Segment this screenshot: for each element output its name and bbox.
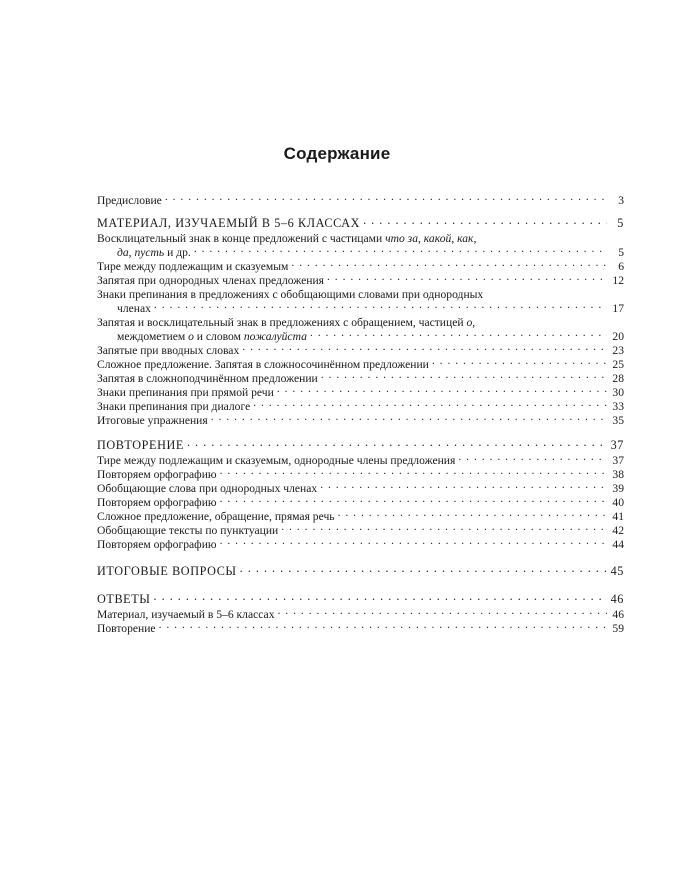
dot-leader — [187, 437, 607, 447]
toc-page: 40 — [612, 496, 624, 509]
toc-page: 46 — [612, 608, 624, 621]
dot-leader — [194, 244, 607, 254]
dot-leader — [220, 466, 607, 476]
dot-leader — [432, 356, 607, 366]
dot-leader — [211, 412, 607, 422]
toc-page: 59 — [612, 622, 624, 635]
toc-page: 33 — [612, 400, 624, 413]
toc-label: Материал, изучаемый в 5–6 классах — [97, 608, 275, 621]
dot-leader — [277, 384, 607, 394]
toc-label: Сложное предложение, обращение, прямая речь — [97, 510, 335, 523]
toc-page: 45 — [610, 564, 624, 578]
toc-entry[interactable] — [97, 622, 624, 636]
toc-label: Повторяем орфографию — [97, 468, 217, 481]
toc-label: Запятая при однородных членах предложения — [97, 274, 324, 287]
toc-label: Сложное предложение. Запятая в сложносочинённом предложении — [97, 358, 429, 371]
toc-label: Запятые при вводных словах — [97, 344, 240, 357]
toc-page: 6 — [618, 260, 624, 273]
dot-leader — [291, 258, 607, 268]
toc-section-material[interactable] — [97, 216, 624, 232]
dot-leader — [154, 591, 608, 601]
toc-page: 17 — [612, 302, 624, 315]
toc-entry-generalizing-line2[interactable]: членах . . . 17 — [97, 302, 624, 316]
dot-leader — [220, 494, 607, 504]
page-title: Содержание — [283, 144, 391, 163]
dot-leader — [159, 620, 607, 630]
toc-label: Повторяем орфографию — [97, 496, 217, 509]
table-of-contents — [97, 194, 624, 636]
toc-entry[interactable] — [97, 414, 624, 428]
dot-leader — [327, 272, 607, 282]
toc-page: 20 — [612, 330, 624, 343]
toc-section-label: ИТОГОВЫЕ ВОПРОСЫ — [97, 564, 237, 578]
toc-page: 42 — [612, 524, 624, 537]
toc-page: 46 — [610, 592, 624, 606]
toc-entry-preface[interactable] — [97, 194, 624, 208]
toc-page: 23 — [612, 344, 624, 357]
toc-page: 28 — [612, 372, 624, 385]
toc-page: 5 — [617, 216, 624, 230]
dot-leader — [458, 452, 607, 462]
toc-page: 37 — [610, 438, 624, 452]
toc-label: Обобщающие тексты по пунктуации — [97, 524, 279, 537]
toc-label: Обобщающие слова при однородных членах — [97, 482, 318, 495]
dot-leader — [165, 192, 607, 202]
toc-label: Знаки препинания при диалоге — [97, 400, 251, 413]
toc-page: 41 — [612, 510, 624, 523]
dot-leader — [363, 215, 607, 225]
toc-entry[interactable] — [97, 274, 624, 288]
toc-label: Запятая в сложноподчинённом предложении — [97, 372, 318, 385]
toc-entry-address-line1[interactable]: Запятая и восклицательный знак в предложениях с обращением, частицей о, — [97, 316, 476, 329]
toc-label: Тире между подлежащим и сказуемым, однородные члены предложения — [97, 454, 456, 467]
toc-page: 30 — [612, 386, 624, 399]
toc-label: Знаки препинания при прямой речи — [97, 386, 274, 399]
toc-entry-address-line2[interactable]: междометием о и словом пожалуйста . . . 20 — [97, 330, 624, 344]
dot-leader — [253, 398, 607, 408]
toc-page: 12 — [612, 274, 624, 287]
dot-leader — [278, 606, 608, 616]
toc-entry-exclamation-line1[interactable]: Восклицательный знак в конце предложений с частицами что за, какой, как, — [97, 232, 477, 245]
toc-page: 5 — [618, 246, 624, 259]
toc-page: 38 — [612, 468, 624, 481]
dot-leader — [242, 342, 607, 352]
toc-page: 39 — [612, 482, 624, 495]
dot-leader — [220, 536, 607, 546]
toc-page: 37 — [612, 454, 624, 467]
toc-entry-generalizing-line1[interactable]: Знаки препинания в предложениях с обобщающими словами при однородных — [97, 288, 484, 301]
toc-page: 25 — [612, 358, 624, 371]
toc-label: Повторяем орфографию — [97, 538, 217, 551]
dot-leader — [338, 508, 607, 518]
toc-label: Итоговые упражнения — [97, 414, 208, 427]
toc-label: Предисловие — [97, 194, 162, 207]
dot-leader — [240, 563, 607, 573]
toc-page: 35 — [612, 414, 624, 427]
toc-section-label: МАТЕРИАЛ, ИЗУЧАЕМЫЙ В 5–6 КЛАССАХ — [97, 216, 361, 230]
dot-leader — [321, 370, 607, 380]
toc-section-label: ПОВТОРЕНИЕ — [97, 438, 184, 452]
toc-section-label: ОТВЕТЫ — [97, 592, 151, 606]
dot-leader — [154, 300, 607, 310]
toc-page: 3 — [618, 194, 624, 207]
toc-section-final-questions[interactable] — [97, 564, 624, 580]
dot-leader — [320, 480, 607, 490]
toc-label: Повторение — [97, 622, 156, 635]
toc-entry-exclamation-line2[interactable]: да, пусть и др. . . . 5 — [97, 246, 624, 260]
dot-leader — [281, 522, 607, 532]
toc-entry[interactable] — [97, 538, 624, 552]
dot-leader — [310, 328, 607, 338]
toc-page: 44 — [612, 538, 624, 551]
toc-label: Тире между подлежащим и сказуемым — [97, 260, 289, 273]
